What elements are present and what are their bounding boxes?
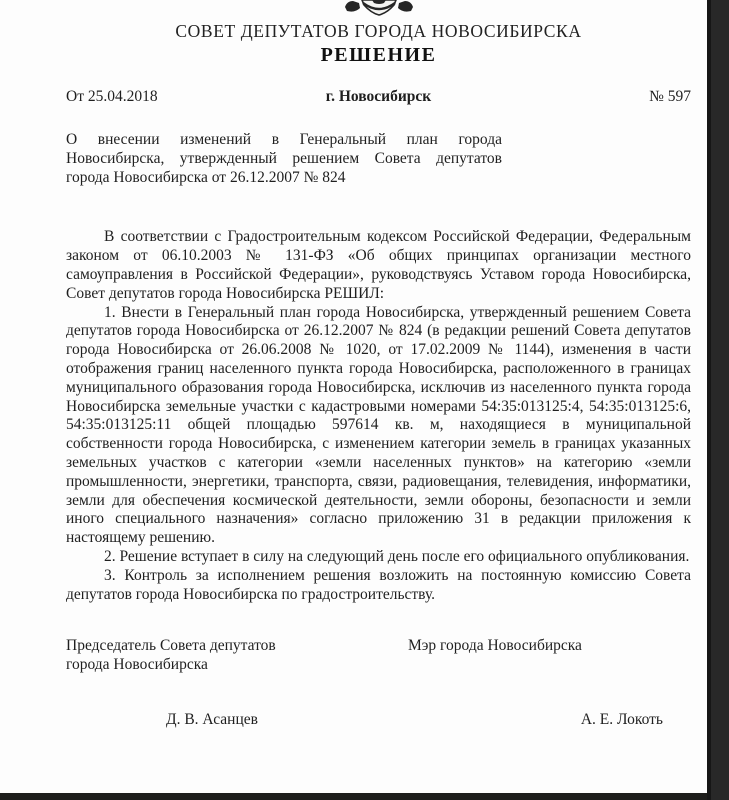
scan-edge-right — [707, 0, 729, 800]
body-paragraph-item-2: 2. Решение вступает в силу на следующий день после его официального опубликования. — [104, 547, 690, 565]
document-subject: О внесении изменений в Генеральный план города Новосибирска, утвержденный решением Совета депутатов города Новосибирска от 26.12.2007 № 824 — [66, 131, 502, 186]
body-paragraph-item-3: 3. Контроль за исполнением решения возложить на постоянную комиссию Совета депутатов города Новосибирска по градостроительству. — [66, 566, 691, 603]
signature-name-chairman: Д. В. Асанцев — [166, 710, 258, 728]
signature-titles-row — [66, 637, 691, 675]
organization-name: СОВЕТ ДЕПУТАТОВ ГОРОДА НОВОСИБИРСКА — [175, 21, 582, 41]
signature-name-mayor: А. Е. Локоть — [580, 710, 663, 728]
body-paragraph-item-1: 1. Внести в Генеральный план города Новосибирска, утвержденный решением Совета депутатов города Новосибирска от 26.12.2007 № 824 (в редакции решений Совета депутатов города Новосибирска от 26.06.2008 № 1020, от 17.02.2009 № 1144), изменения в части отображения границ населенного пункта города Новосибирска, расположенного в границах муниципального образования города Новосибирска, исключив из населенного пункта города Новосибирска земельные участки с кадастровыми номерами 54:35:013125:4, 54:35:013125:6, 54:35:013125:11 общей площадью 597614 кв. м, находящиеся в муниципальной собственности города Новосибирска, с изменением категории земель в границах указанных земельных участков с категории «земли населенных пунктов» на категорию «земли промышленности, энергетики, транспорта, связи, радиовещания, телевидения, информатики, земли для обеспечения космической деятельности, земли обороны, безопасности и земли иного специального назначения» согласно приложению 31 в редакции приложения к настоящему решению. — [66, 303, 691, 547]
signature-title-chairman — [66, 637, 366, 675]
signature-title-chairman-line2: города Новосибирска — [66, 656, 208, 674]
document-body — [66, 228, 691, 604]
document-number: № 597 — [649, 88, 691, 105]
document-date: От 25.04.2018 — [66, 88, 158, 105]
scan-edge-bottom — [0, 793, 707, 800]
emblem-container — [66, 0, 691, 18]
signature-title-mayor: Мэр города Новосибирска — [408, 637, 582, 655]
document-city: г. Новосибирск — [325, 88, 432, 105]
coat-of-arms-icon — [342, 0, 416, 18]
document-type-title: РЕШЕНИЕ — [320, 44, 437, 66]
signature-title-chairman-line1: Председатель Совета депутатов — [66, 637, 276, 655]
body-paragraph-preamble: В соответствии с Градостроительным кодексом Российской Федерации, Федеральным законом от 06.10.2003 № 131-ФЗ «Об общих принципах организации местного самоуправления в Российской Федерации», руководствуясь Уставом города Новосибирска, Совет депутатов города Новосибирска РЕШИЛ: — [66, 228, 691, 302]
signature-names-row — [66, 711, 691, 729]
document-meta-row — [66, 88, 691, 106]
